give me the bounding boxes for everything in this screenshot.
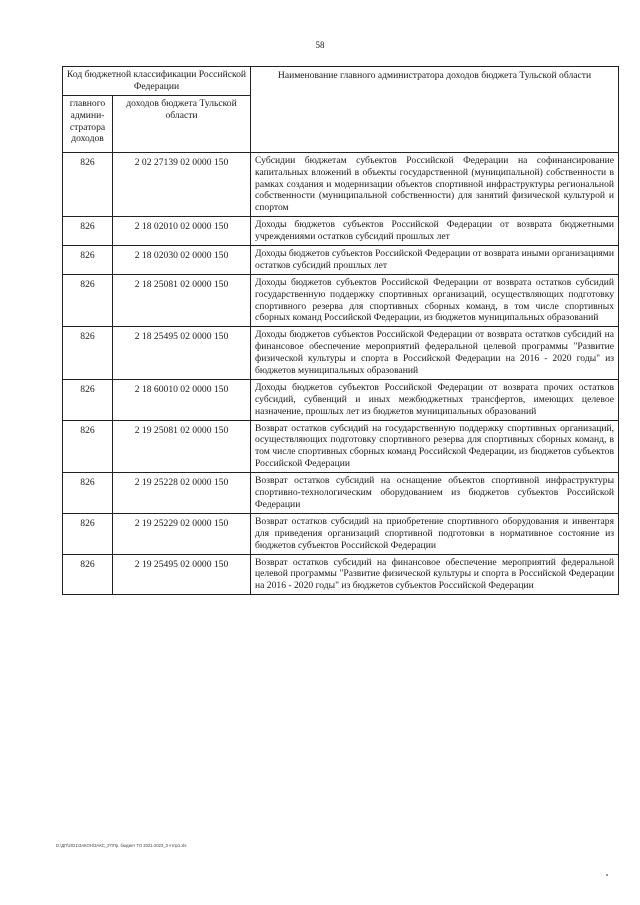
table-row (63, 420, 619, 473)
budget-code-cell: 2 18 02010 02 0000 150 (113, 217, 251, 246)
page-number: 58 (315, 40, 325, 50)
income-name-cell: Доходы бюджетов субъектов Российской Федерации от возврата бюджетными учреждениями остатков субсидий прошлых лет (251, 217, 619, 246)
admin-code-cell: 826 (63, 246, 113, 275)
income-name-cell: Доходы бюджетов субъектов Российской Федерации от возврата прочих остатков субсидий, субвенций и иных межбюджетных трансфертов, имеющих целевое назначение, прошлых лет из бюджетов муниципальных образований (251, 379, 619, 420)
admin-code-cell: 826 (63, 217, 113, 246)
table-row (63, 217, 619, 246)
table-row (63, 379, 619, 420)
admin-code-cell: 826 (63, 152, 113, 216)
table-row (63, 513, 619, 554)
budget-code-cell: 2 19 25495 02 0000 150 (113, 554, 251, 595)
admin-code-cell: 826 (63, 379, 113, 420)
table-row (63, 327, 619, 380)
header-name-column: Наименование главного администратора доходов бюджета Тульской области (251, 67, 619, 153)
table-header-row (63, 67, 619, 96)
budget-code-cell: 2 02 27139 02 0000 150 (113, 152, 251, 216)
file-path-footer: D:\ДП\2021\ЗАКОН\ЗАКС_27\Пр. бюджет ТО 2021-2023_3 чтпр1.xls (56, 843, 187, 848)
income-name-cell: Возврат остатков субсидий на приобретение спортивного оборудования и инвентаря для приведения организаций спортивной подготовки в нормативное состояние из бюджетов субъектов Российской Федерации (251, 513, 619, 554)
scan-mark (606, 874, 608, 876)
budget-code-cell: 2 18 02030 02 0000 150 (113, 246, 251, 275)
income-name-cell: Возврат остатков субсидий на оснащение объектов спортивной инфраструктуры спортивно-технологическим оборудованием из бюджетов субъектов Российской Федерации (251, 473, 619, 514)
admin-code-cell: 826 (63, 274, 113, 327)
table-row (63, 554, 619, 595)
budget-code-cell: 2 18 60010 02 0000 150 (113, 379, 251, 420)
admin-code-cell: 826 (63, 420, 113, 473)
budget-code-cell: 2 18 25495 02 0000 150 (113, 327, 251, 380)
header-code-group: Код бюджетной классификации Российской Федерации (63, 67, 251, 96)
income-name-cell: Доходы бюджетов субъектов Российской Федерации от возврата остатков субсидий государственную поддержку спортивных организаций, осуществляющих подготовку спортивного резерва для спортивных сборных команд, в том числе спортивных сборных команд Российской Федерации, из бюджетов муниципальных образований (251, 274, 619, 327)
admin-code-cell: 826 (63, 327, 113, 380)
budget-code-cell: 2 19 25081 02 0000 150 (113, 420, 251, 473)
table-row (63, 473, 619, 514)
admin-code-cell: 826 (63, 513, 113, 554)
income-name-cell: Доходы бюджетов субъектов Российской Федерации от возврата остатков субсидий на финансовое обеспечение мероприятий федеральной целевой программы "Развитие физической культуры и спорта в Российской Федерации на 2016 - 2020 годы" из бюджетов муниципальных образований (251, 327, 619, 380)
budget-code-cell: 2 19 25228 02 0000 150 (113, 473, 251, 514)
admin-code-cell: 826 (63, 473, 113, 514)
budget-code-cell: 2 18 25081 02 0000 150 (113, 274, 251, 327)
table-row (63, 274, 619, 327)
table-row (63, 152, 619, 216)
admin-code-cell: 826 (63, 554, 113, 595)
income-name-cell: Субсидии бюджетам субъектов Российской Федерации на софинансирование капитальных вложений в объекты государственной (муниципальной) собственности в рамках создания и модернизации объектов спортивной инфраструктуры региональной собственности (муниципальной собственности) для занятий физической культурой и спортом (251, 152, 619, 216)
table-row (63, 246, 619, 275)
budget-code-cell: 2 19 25229 02 0000 150 (113, 513, 251, 554)
header-admin-column: главного админи-стратора доходов (63, 95, 113, 152)
budget-classification-table (62, 66, 619, 595)
income-name-cell: Возврат остатков субсидий на финансовое обеспечение мероприятий федеральной целевой программы "Развитие физической культуры и спорта в Российской Федерации на 2016 - 2020 годы" из бюджетов субъектов Российской Федерации (251, 554, 619, 595)
income-name-cell: Возврат остатков субсидий на государственную поддержку спортивных организаций, осуществляющих подготовку спортивного резерва для спортивных сборных команд, в том числе спортивных сборных команд Российской Федерации, из бюджетов субъектов Российской Федерации (251, 420, 619, 473)
header-income-column: доходов бюджета Тульской области (113, 95, 251, 152)
income-name-cell: Доходы бюджетов субъектов Российской Федерации от возврата иными организациями остатков субсидий прошлых лет (251, 246, 619, 275)
